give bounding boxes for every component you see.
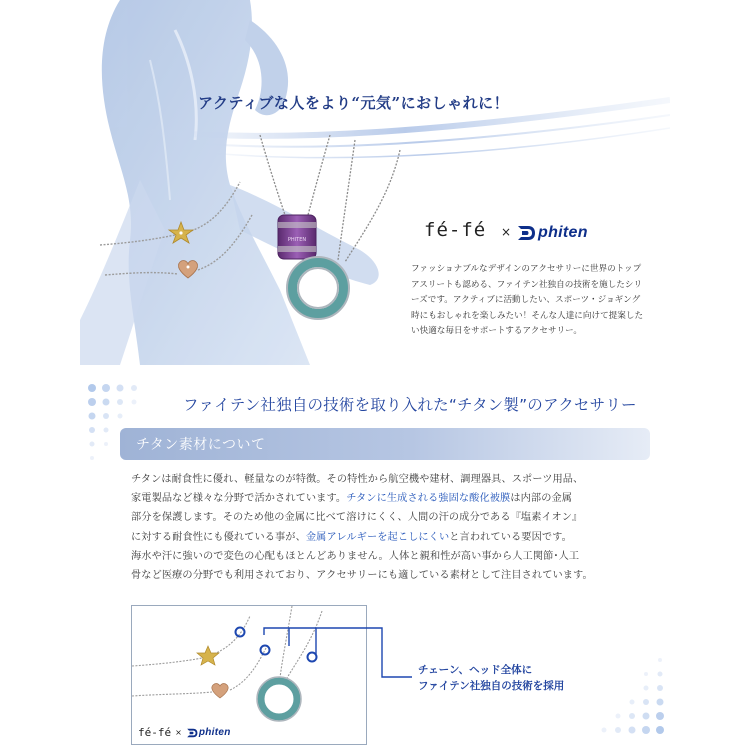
body-line: 海水や汗に強いので変色の心配もほとんどありません。人体と親和性が高い事から人工関節･人工 xyxy=(131,550,580,562)
body-line: チタンは耐食性に優れ、軽量なのが特徴。その特性から航空機や建材、調理器具、スポーツ用品、 xyxy=(131,474,584,485)
callout-line: チェーン、ヘッド全体に xyxy=(418,664,533,676)
phiten-wordmark: phiten xyxy=(538,224,588,241)
section-headline: ファイテン社独自の技術を取り入れた“チタン製”のアクセサリー xyxy=(183,396,637,414)
hero-description-line: い快適な毎日をサポートするアクセサリー。 xyxy=(411,326,583,336)
dot-pattern-right xyxy=(560,640,670,740)
titanium-description xyxy=(131,470,671,585)
inset-brand-cross: × xyxy=(175,728,182,737)
phiten-logo-icon xyxy=(186,727,198,739)
body-line: に対する耐食性にも優れている事が、金属アレルギーを起こしにくいと言われている要因です。 xyxy=(131,531,572,543)
green-ring xyxy=(292,262,344,314)
inset-heart-charm xyxy=(212,683,228,698)
highlight-allergy: 金属アレルギーを起こしにくい xyxy=(305,531,450,543)
hero-description-line: ーズです。アクティブに活動したい、スポーツ・ジョギング xyxy=(411,295,641,305)
phiten-logo xyxy=(516,222,616,244)
phiten-logo-icon xyxy=(516,223,536,243)
hero-description-line: ファッショナブルなデザインのアクセサリーに世界のトップ xyxy=(411,264,642,274)
inset-green-ring xyxy=(261,681,297,717)
inset-brand-logos xyxy=(138,726,231,739)
inset-fefe-logo: fé-fé xyxy=(138,726,172,739)
highlight-oxide-film: チタンに生成される強固な酸化被膜 xyxy=(346,493,511,505)
hero-description xyxy=(411,262,676,340)
callout-line: ファイテン社独自の技術を採用 xyxy=(418,680,565,692)
hero-description-line: アスリートも認める、ファイテン社独自の技術を施したシリ xyxy=(411,279,643,290)
body-line: 骨など医療の分野でも利用されており、アクセサリーにも適している素材として注目されています。 xyxy=(131,570,593,582)
hero-tagline: アクティブな人をより“元気”におしゃれに！ xyxy=(198,94,510,112)
body-line: 部分を保護します。そのため他の金属に比べて溶けにくく、人間の汗の成分である『塩素イオン』 xyxy=(131,512,583,524)
callout-connector xyxy=(230,625,430,685)
inset-phiten-logo xyxy=(186,727,231,739)
section-title-bar xyxy=(120,428,650,460)
body-line: 家電製品など様々な分野で活かされています。チタンに生成される強固な酸化被膜は内部の金属 xyxy=(131,493,573,505)
inset-star-charm xyxy=(197,646,219,665)
svg-text:PHITEN: PHITEN xyxy=(287,237,307,243)
brand-cross: × xyxy=(501,225,512,239)
section-title: チタン素材について xyxy=(136,437,266,453)
hero-description-line: 時にもおしゃれを楽しみたい！そんな人達に向けて提案した xyxy=(411,310,644,321)
inset-phiten-wordmark: phiten xyxy=(198,727,231,738)
fefe-logo: fé-fé xyxy=(424,219,487,241)
